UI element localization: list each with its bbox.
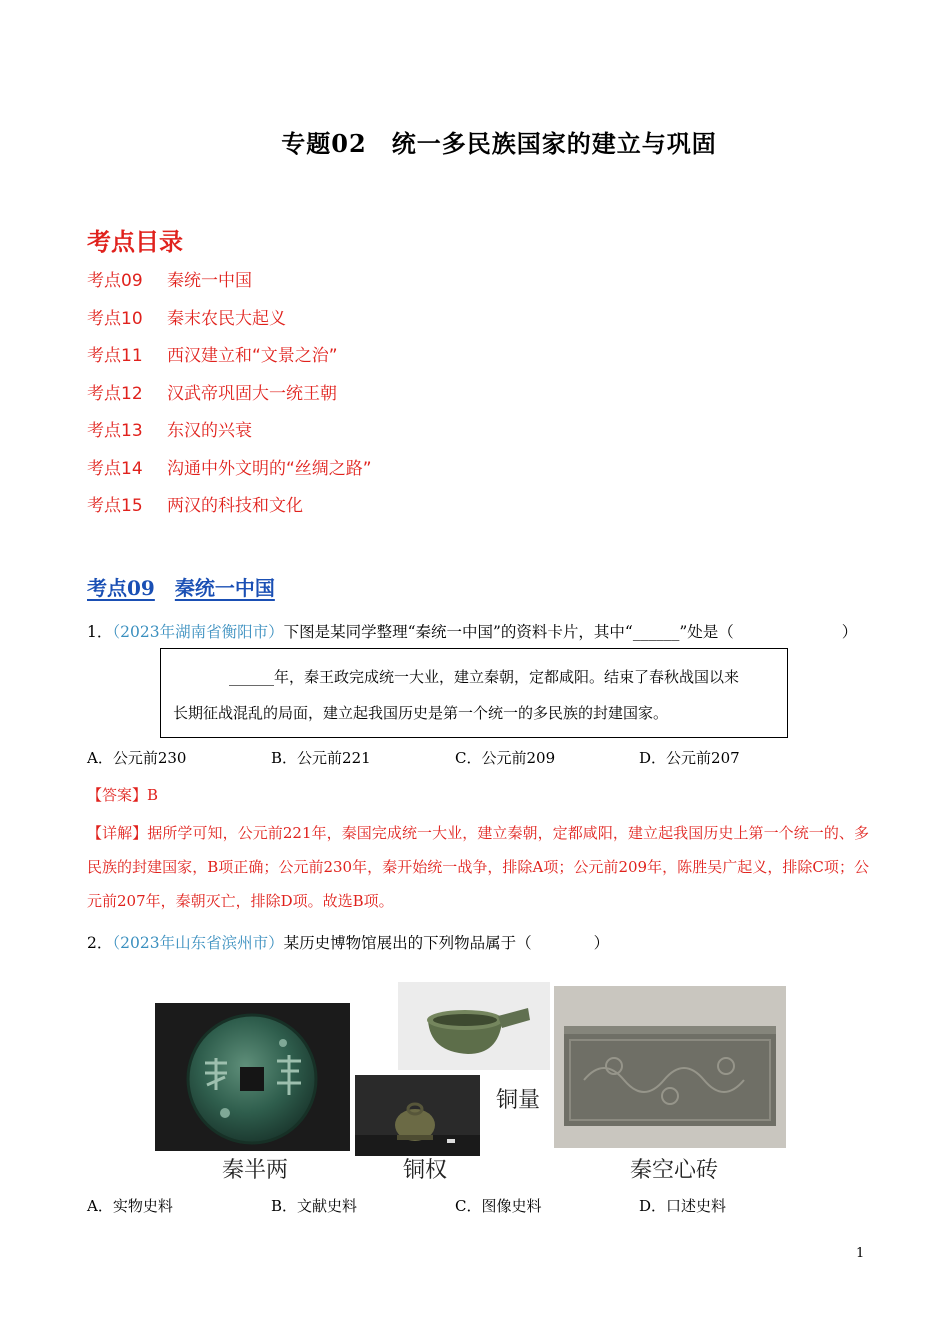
ban-liang-coin-image	[155, 1003, 350, 1151]
question-2-stem	[87, 931, 609, 953]
option-c[interactable]: C．公元前209	[455, 749, 556, 767]
question-2-options	[87, 1195, 823, 1216]
answer: 【答案】B	[87, 786, 159, 804]
option-b[interactable]: B．公元前221	[271, 749, 371, 767]
brick-photo	[554, 986, 786, 1148]
question-number: 1．	[87, 623, 113, 641]
toc-item-num: 考点09	[87, 271, 143, 291]
toc-item[interactable]	[87, 418, 372, 456]
material-card	[160, 648, 788, 738]
card-text-line: 长期征战混乱的局面，建立起我国历史是第一个统一的多民族的封建国家。	[173, 704, 669, 722]
question-source: （2023年湖南省衡阳市）	[112, 623, 284, 641]
toc-item-num: 考点11	[87, 346, 143, 366]
toc-item-title: 秦统一中国	[167, 271, 252, 291]
toc-item-num: 考点15	[87, 496, 143, 516]
toc-item-num: 考点12	[87, 383, 143, 404]
toc-item[interactable]	[87, 343, 372, 381]
toc-item-title: 汉武帝巩固大一统王朝	[167, 383, 337, 404]
weight-caption: 铜权	[403, 1158, 448, 1183]
bronze-measure-image	[398, 982, 550, 1070]
paren-close: ）	[841, 623, 858, 641]
brick-caption: 秦空心砖	[630, 1158, 719, 1183]
toc-item-num: 考点13	[87, 421, 143, 441]
question-text: 下图是某同学整理“秦统一中国”的资料卡片，其中“______”处是（	[283, 623, 734, 641]
answer-explanation: 【详解】据所学可知，公元前221年，秦国完成统一大业，建立秦朝，定都咸阳，建立起我国历史上第一个统一的、多民族的封建国家，B项正确；公元前230年，秦开始统一战争，排除A项；公元前209年，陈胜吴广起义，排除C项；公元前207年，秦朝灭亡，排除D项。故选B项。	[87, 824, 869, 910]
measure-photo	[398, 982, 550, 1070]
option-d[interactable]: D．公元前207	[639, 749, 740, 767]
option-a[interactable]: A．实物史料	[87, 1197, 173, 1215]
toc-item[interactable]	[87, 306, 372, 344]
page-title: 专题02 统一多民族国家的建立与巩固	[281, 129, 717, 158]
card-text-line: ______年，秦王政完成统一大业，建立秦朝，定都咸阳。结束了春秋战国以来	[229, 668, 740, 686]
toc-item-num: 考点10	[87, 308, 143, 329]
section-num: 考点09	[87, 576, 155, 600]
toc-item[interactable]	[87, 268, 372, 306]
toc-item-num: 考点14	[87, 458, 143, 479]
section-heading-link[interactable]	[87, 572, 275, 601]
question-source: （2023年山东省滨州市）	[112, 934, 284, 952]
hollow-brick-image	[554, 986, 786, 1148]
toc-item[interactable]	[87, 381, 372, 419]
option-c[interactable]: C．图像史料	[455, 1197, 542, 1215]
toc-item-title: 东汉的兴衰	[167, 421, 252, 441]
question-number: 2．	[87, 934, 113, 952]
measure-caption: 铜量	[496, 1088, 541, 1113]
toc-item[interactable]	[87, 456, 372, 494]
toc-item-title: 西汉建立和“文景之治”	[167, 346, 338, 366]
toc-heading: 考点目录	[87, 228, 183, 256]
weight-photo	[355, 1075, 480, 1156]
paren-close: ）	[593, 934, 610, 952]
coin-caption: 秦半两	[222, 1158, 289, 1183]
page-number: 1	[856, 1246, 865, 1261]
toc-item[interactable]	[87, 493, 372, 531]
bronze-weight-image	[355, 1075, 480, 1156]
question-1-stem	[87, 620, 857, 642]
question-text: 某历史博物馆展出的下列物品属于（	[283, 934, 532, 952]
toc-list	[87, 268, 372, 531]
toc-item-title: 两汉的科技和文化	[167, 496, 303, 516]
toc-item-title: 沟通中外文明的“丝绸之路”	[167, 458, 372, 479]
option-a[interactable]: A．公元前230	[87, 749, 187, 767]
option-d[interactable]: D．口述史料	[639, 1197, 727, 1215]
option-b[interactable]: B．文献史料	[271, 1197, 358, 1215]
coin-photo	[155, 1003, 350, 1151]
toc-item-title: 秦末农民大起义	[167, 308, 286, 329]
section-title: 秦统一中国	[174, 576, 275, 600]
question-1-options	[87, 747, 823, 768]
